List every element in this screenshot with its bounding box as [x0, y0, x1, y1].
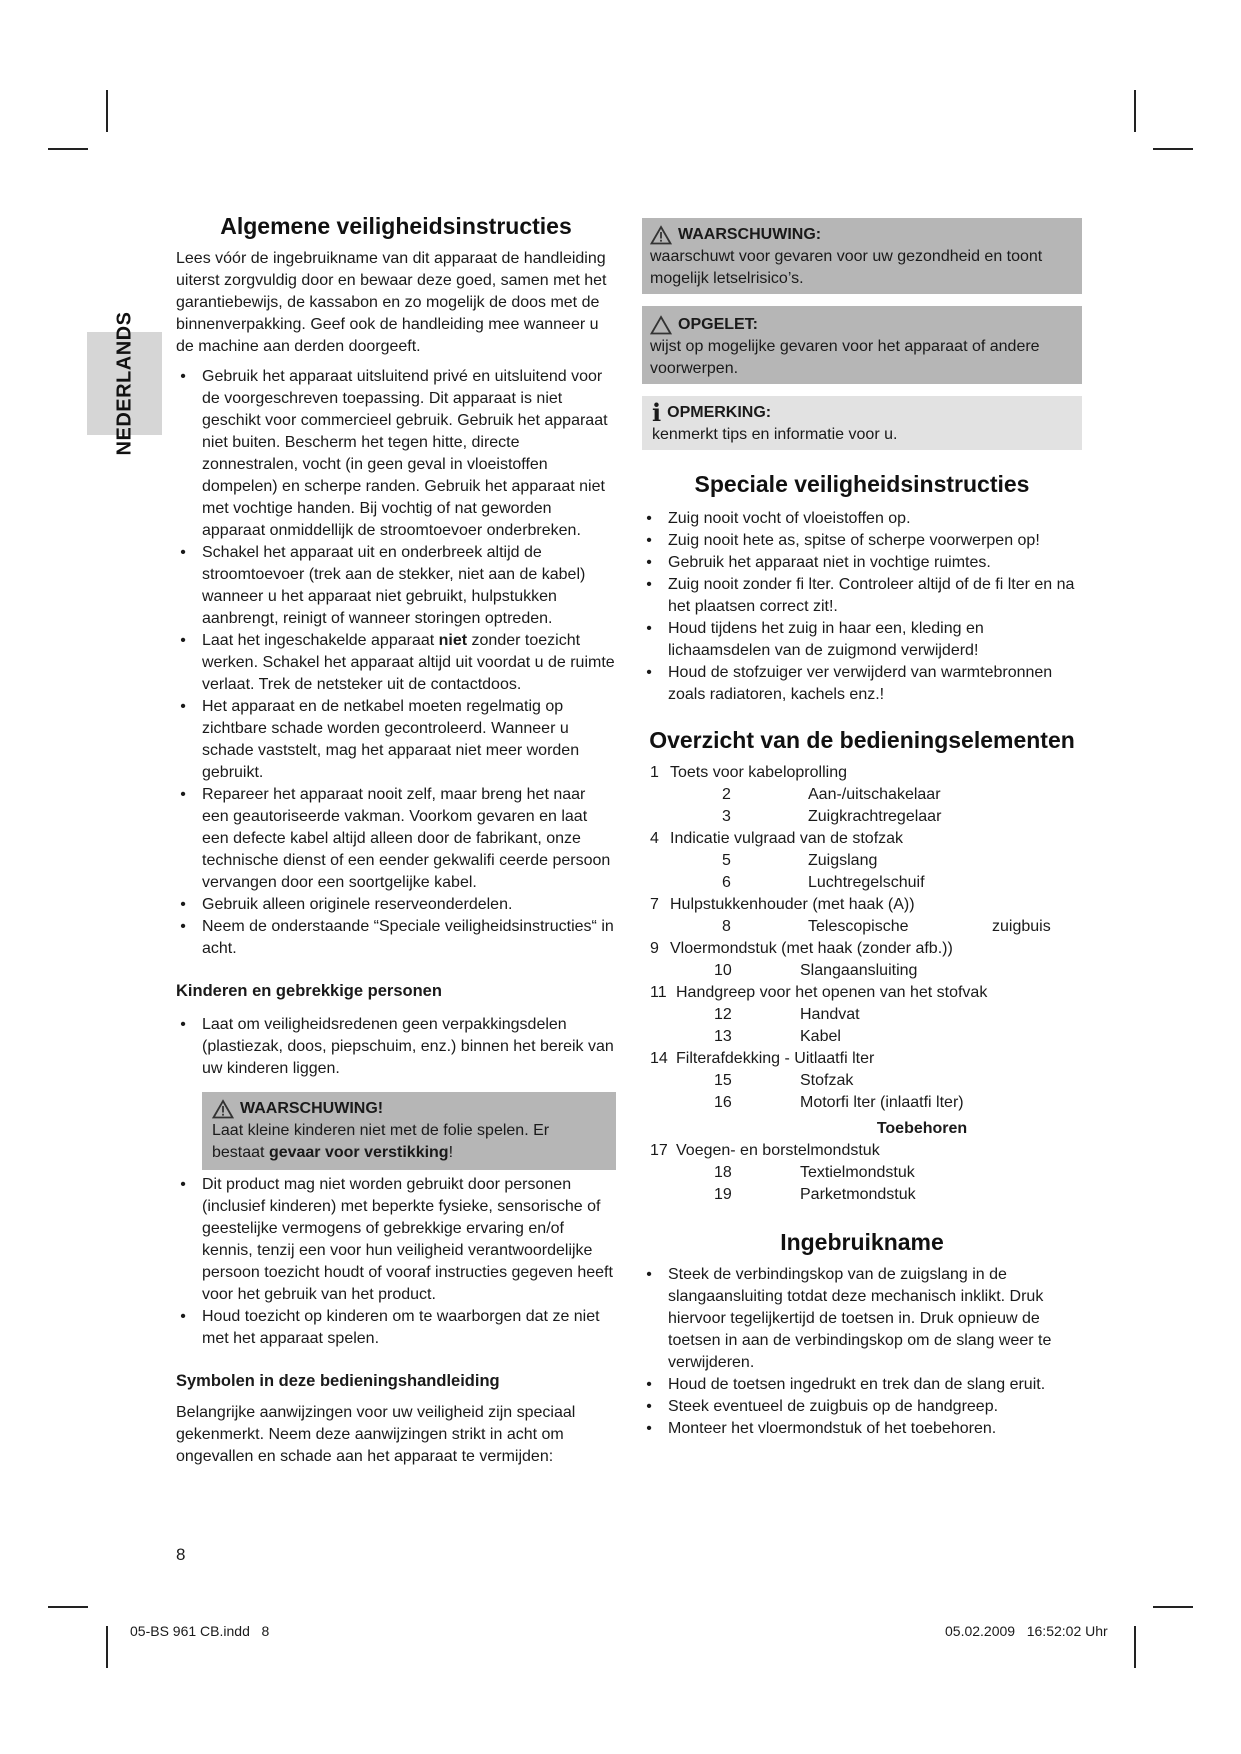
list-item: • Laat om veiligheidsredenen geen verpakkingsdelen (plastiezak, doos, piepschuim, enz.) binnen het bereik van uw kinderen liggen.	[176, 1014, 616, 1080]
warning-triangle-icon	[650, 225, 672, 245]
list-item	[642, 894, 1082, 916]
info-icon: i	[652, 398, 662, 427]
item-label: Handgreep voor het openen van het stofvak	[676, 984, 988, 1001]
caution-title: OPGELET:	[678, 316, 759, 333]
list-item	[642, 1092, 1082, 1114]
item-label: Parketmondstuk	[800, 1186, 916, 1203]
item-number: 11	[650, 984, 667, 1001]
list-item: • Houd de stofzuiger ver verwijderd van warmtebronnen zoals radiatoren, kachels enz.!	[642, 662, 1082, 706]
item-number: 1	[650, 764, 659, 781]
list-item: • Zuig nooit zonder fi lter. Controleer altijd of de fi lter en na het plaatsen correct zit!.	[642, 574, 1082, 618]
list-item	[642, 828, 1082, 850]
item-number: 4	[650, 830, 659, 847]
language-tab-label: NEDERLANDS	[113, 311, 135, 456]
crop-mark	[48, 1606, 88, 1608]
children-warning-header	[212, 1098, 606, 1120]
item-number: 9	[650, 940, 659, 957]
crop-mark	[1134, 1626, 1136, 1668]
item-label: Zuigslang	[808, 852, 878, 869]
list-item: • Zuig nooit vocht of vloeistoffen op.	[642, 508, 1082, 530]
crop-mark	[106, 1626, 108, 1668]
overview-title: Overzicht van de bedieningselementen	[649, 727, 1075, 753]
caution-body: wijst op mogelijke gevaren voor het apparaat of andere voorwerpen.	[650, 338, 1040, 377]
symbols-heading: Symbolen in deze bedieningshandleiding	[176, 1372, 500, 1390]
list-item: • Laat het ingeschakelde apparaat niet zonder toezicht werken. Schakel het apparaat altijd uit voordat u de ruimte verlaat. Trek de netsteker uit de contactdoos.	[176, 630, 616, 696]
item-label: Aan-/uitschakelaar	[808, 786, 941, 803]
item-label: Motorfi lter (inlaatfi lter)	[800, 1094, 964, 1111]
item-number: 18	[714, 1164, 732, 1181]
list-item	[642, 784, 1082, 806]
list-item	[642, 916, 1082, 938]
crop-mark	[48, 148, 88, 150]
item-label: Indicatie vulgraad van de stofzak	[670, 830, 904, 847]
page-number: 8	[176, 1545, 186, 1564]
item-number: 13	[714, 1028, 732, 1045]
list-item	[642, 1184, 1082, 1206]
item-number: 10	[714, 962, 732, 979]
children-bullets-after	[176, 1174, 616, 1350]
list-item	[642, 806, 1082, 828]
item-number: 19	[714, 1186, 732, 1203]
item-label: Slangaansluiting	[800, 962, 918, 979]
note-body: kenmerkt tips en informatie voor u.	[652, 426, 898, 443]
special-safety-title: Speciale veiligheidsinstructies	[694, 471, 1030, 497]
general-bullets	[176, 366, 616, 960]
note-box	[642, 396, 1082, 450]
list-item	[642, 1026, 1082, 1048]
item-label: Voegen- en borstelmondstuk	[676, 1142, 880, 1159]
item-label: Kabel	[800, 1028, 841, 1045]
caution-box	[642, 306, 1082, 384]
list-item: • Gebruik het apparaat uitsluitend privé en uitsluitend voor de voorgeschreven toepassing. Dit apparaat is niet geschikt voor commercieel gebruik. Gebruik het apparaat niet buiten. Bescherm het tegen hitte, directe zonnestralen, vocht (in geen geval in vloeistoffen dompelen) en scherpe randen. Gebruik het apparaat niet met vochtige handen. Bij vochtig of nat geworden apparaat onmiddellijk de stroomtoevoer onderbreken.	[176, 366, 616, 542]
list-item: • Schakel het apparaat uit en onderbreek altijd de stroomtoevoer (trek aan de stekker, niet aan de kabel) wanneer u het apparaat niet gebruikt, hulpstukken aanbrengt, reinigt of wanneer storingen optreden.	[176, 542, 616, 630]
caution-header	[650, 314, 1074, 336]
item-label: Handvat	[800, 1006, 860, 1023]
note-header	[652, 398, 1072, 427]
footer-timestamp: 05.02.2009 16:52:02 Uhr	[945, 1623, 1108, 1639]
item-label: Luchtregelschuif	[808, 874, 925, 891]
right-column	[642, 218, 1082, 1440]
overview-list	[642, 762, 1082, 1114]
footer-filename: 05-BS 961 CB.indd 8	[130, 1623, 270, 1639]
crop-mark	[1134, 90, 1136, 132]
crop-mark	[1153, 1606, 1193, 1608]
list-item: • Monteer het vloermondstuk of het toebehoren.	[642, 1418, 1082, 1440]
item-number: 3	[722, 808, 731, 825]
crop-mark	[1153, 148, 1193, 150]
list-item: • Steek eventueel de zuigbuis op de handgreep.	[642, 1396, 1082, 1418]
list-item	[642, 762, 1082, 784]
list-item	[642, 850, 1082, 872]
item-number: 2	[722, 786, 731, 803]
list-item: • Repareer het apparaat nooit zelf, maar breng het naar een geautoriseerde vakman. Voorkom gevaren en laat een defecte kabel altijd alleen door de fabrikant, onze technische dienst of een eender gekwalifi ceerde persoon vervangen door een soortgelijke kabel.	[176, 784, 616, 894]
children-bullets	[176, 1014, 616, 1080]
list-item: • Dit product mag niet worden gebruikt door personen (inclusief kinderen) met beperkte fysieke, sensorische of geestelijke vermogens of gebrekkige ervaring en/of kennis, tenzij een voor hun veiligheid verantwoordelijke persoon toezicht houdt of vooraf instructies gegeven heeft voor het gebruik van het product.	[176, 1174, 616, 1306]
list-item: • Gebruik alleen originele reserveonderdelen.	[176, 894, 616, 916]
children-warning-box	[202, 1092, 616, 1170]
item-label: Telescopische	[808, 918, 909, 935]
item-number: 14	[650, 1050, 668, 1067]
children-warning-body: Laat kleine kinderen niet met de folie spelen. Er bestaat gevaar voor verstikking!	[212, 1122, 550, 1161]
language-tab-label-wrap	[87, 311, 162, 456]
list-item: • Zuig nooit hete as, spitse of scherpe voorwerpen op!	[642, 530, 1082, 552]
item-label: Stofzak	[800, 1072, 854, 1089]
general-intro: Lees vóór de ingebruikname van dit apparaat de handleiding uiterst zorgvuldig door en bewaar deze goed, samen met het garantiebewijs, de kassabon en zo mogelijk de doos met de binnenverpakking. Geef ook de handleiding mee wanneer u de machine aan derden doorgeeft.	[176, 250, 607, 355]
list-item: • Het apparaat en de netkabel moeten regelmatig op zichtbare schade worden gecontroleerd. Wanneer u schade vaststelt, mag het apparaat niet meer worden gebruikt.	[176, 696, 616, 784]
list-item	[642, 1162, 1082, 1184]
item-number: 5	[722, 852, 731, 869]
item-label: Filterafdekking - Uitlaatfi lter	[676, 1050, 875, 1067]
item-number: 16	[714, 1094, 732, 1111]
general-safety-title: Algemene veiligheidsinstructies	[220, 213, 572, 239]
list-item	[642, 938, 1082, 960]
list-item	[642, 960, 1082, 982]
usage-title: Ingebruikname	[780, 1229, 944, 1255]
special-bullets	[642, 508, 1082, 706]
list-item: • Houd tijdens het zuig in haar een, kleding en lichaamsdelen van de zuigmond verwijderd!	[642, 618, 1082, 662]
children-warning-title: WAARSCHUWING!	[240, 1100, 384, 1117]
warning-triangle-icon	[212, 1099, 234, 1119]
item-label: Vloermondstuk (met haak (zonder afb.))	[670, 940, 953, 957]
item-label: Hulpstukkenhouder (met haak (A))	[670, 896, 915, 913]
warning-title: WAARSCHUWING:	[678, 226, 822, 243]
symbols-text: Belangrijke aanwijzingen voor uw veiligheid zijn speciaal gekenmerkt. Neem deze aanwijzingen strikt in acht om ongevallen en schade aan het apparaat te vermijden:	[176, 1404, 576, 1465]
item-number: 8	[722, 918, 731, 935]
usage-bullets	[642, 1264, 1082, 1440]
item-label: Toets voor kabeloprolling	[670, 764, 847, 781]
list-item	[642, 1004, 1082, 1026]
accessories-list	[642, 1140, 1082, 1206]
list-item	[642, 872, 1082, 894]
item-number: 12	[714, 1006, 732, 1023]
item-number: 6	[722, 874, 731, 891]
children-heading: Kinderen en gebrekkige personen	[176, 982, 442, 1000]
item-label: Zuigkrachtregelaar	[808, 808, 942, 825]
item-label-extra: zuigbuis	[992, 918, 1051, 935]
item-number: 7	[650, 896, 659, 913]
list-item: • Steek de verbindingskop van de zuigslang in de slangaansluiting totdat deze mechanisch inklikt. Druk hiervoor tegelijkertijd de toetsen in. Druk opnieuw de toetsen in aan de verbindingskop om de slang weer te verwijderen.	[642, 1264, 1082, 1374]
list-item	[642, 982, 1082, 1004]
crop-mark	[106, 90, 108, 132]
caution-triangle-icon	[650, 315, 672, 335]
accessories-heading: Toebehoren	[876, 1120, 968, 1137]
item-number: 17	[650, 1142, 668, 1159]
item-number: 15	[714, 1072, 732, 1089]
left-column	[176, 210, 616, 1468]
warning-body: waarschuwt voor gevaren voor uw gezondheid en toont mogelijk letselrisico’s.	[650, 248, 1043, 287]
list-item	[642, 1140, 1082, 1162]
list-item: • Houd de toetsen ingedrukt en trek dan de slang eruit.	[642, 1374, 1082, 1396]
list-item	[642, 1070, 1082, 1092]
item-label: Textielmondstuk	[800, 1164, 915, 1181]
warning-box	[642, 218, 1082, 294]
warning-header	[650, 224, 1074, 246]
list-item	[642, 1048, 1082, 1070]
note-title: OPMERKING:	[667, 404, 772, 421]
list-item: • Houd toezicht op kinderen om te waarborgen dat ze niet met het apparaat spelen.	[176, 1306, 616, 1350]
list-item: • Neem de onderstaande “Speciale veiligheidsinstructies“ in acht.	[176, 916, 616, 960]
list-item: • Gebruik het apparaat niet in vochtige ruimtes.	[642, 552, 1082, 574]
